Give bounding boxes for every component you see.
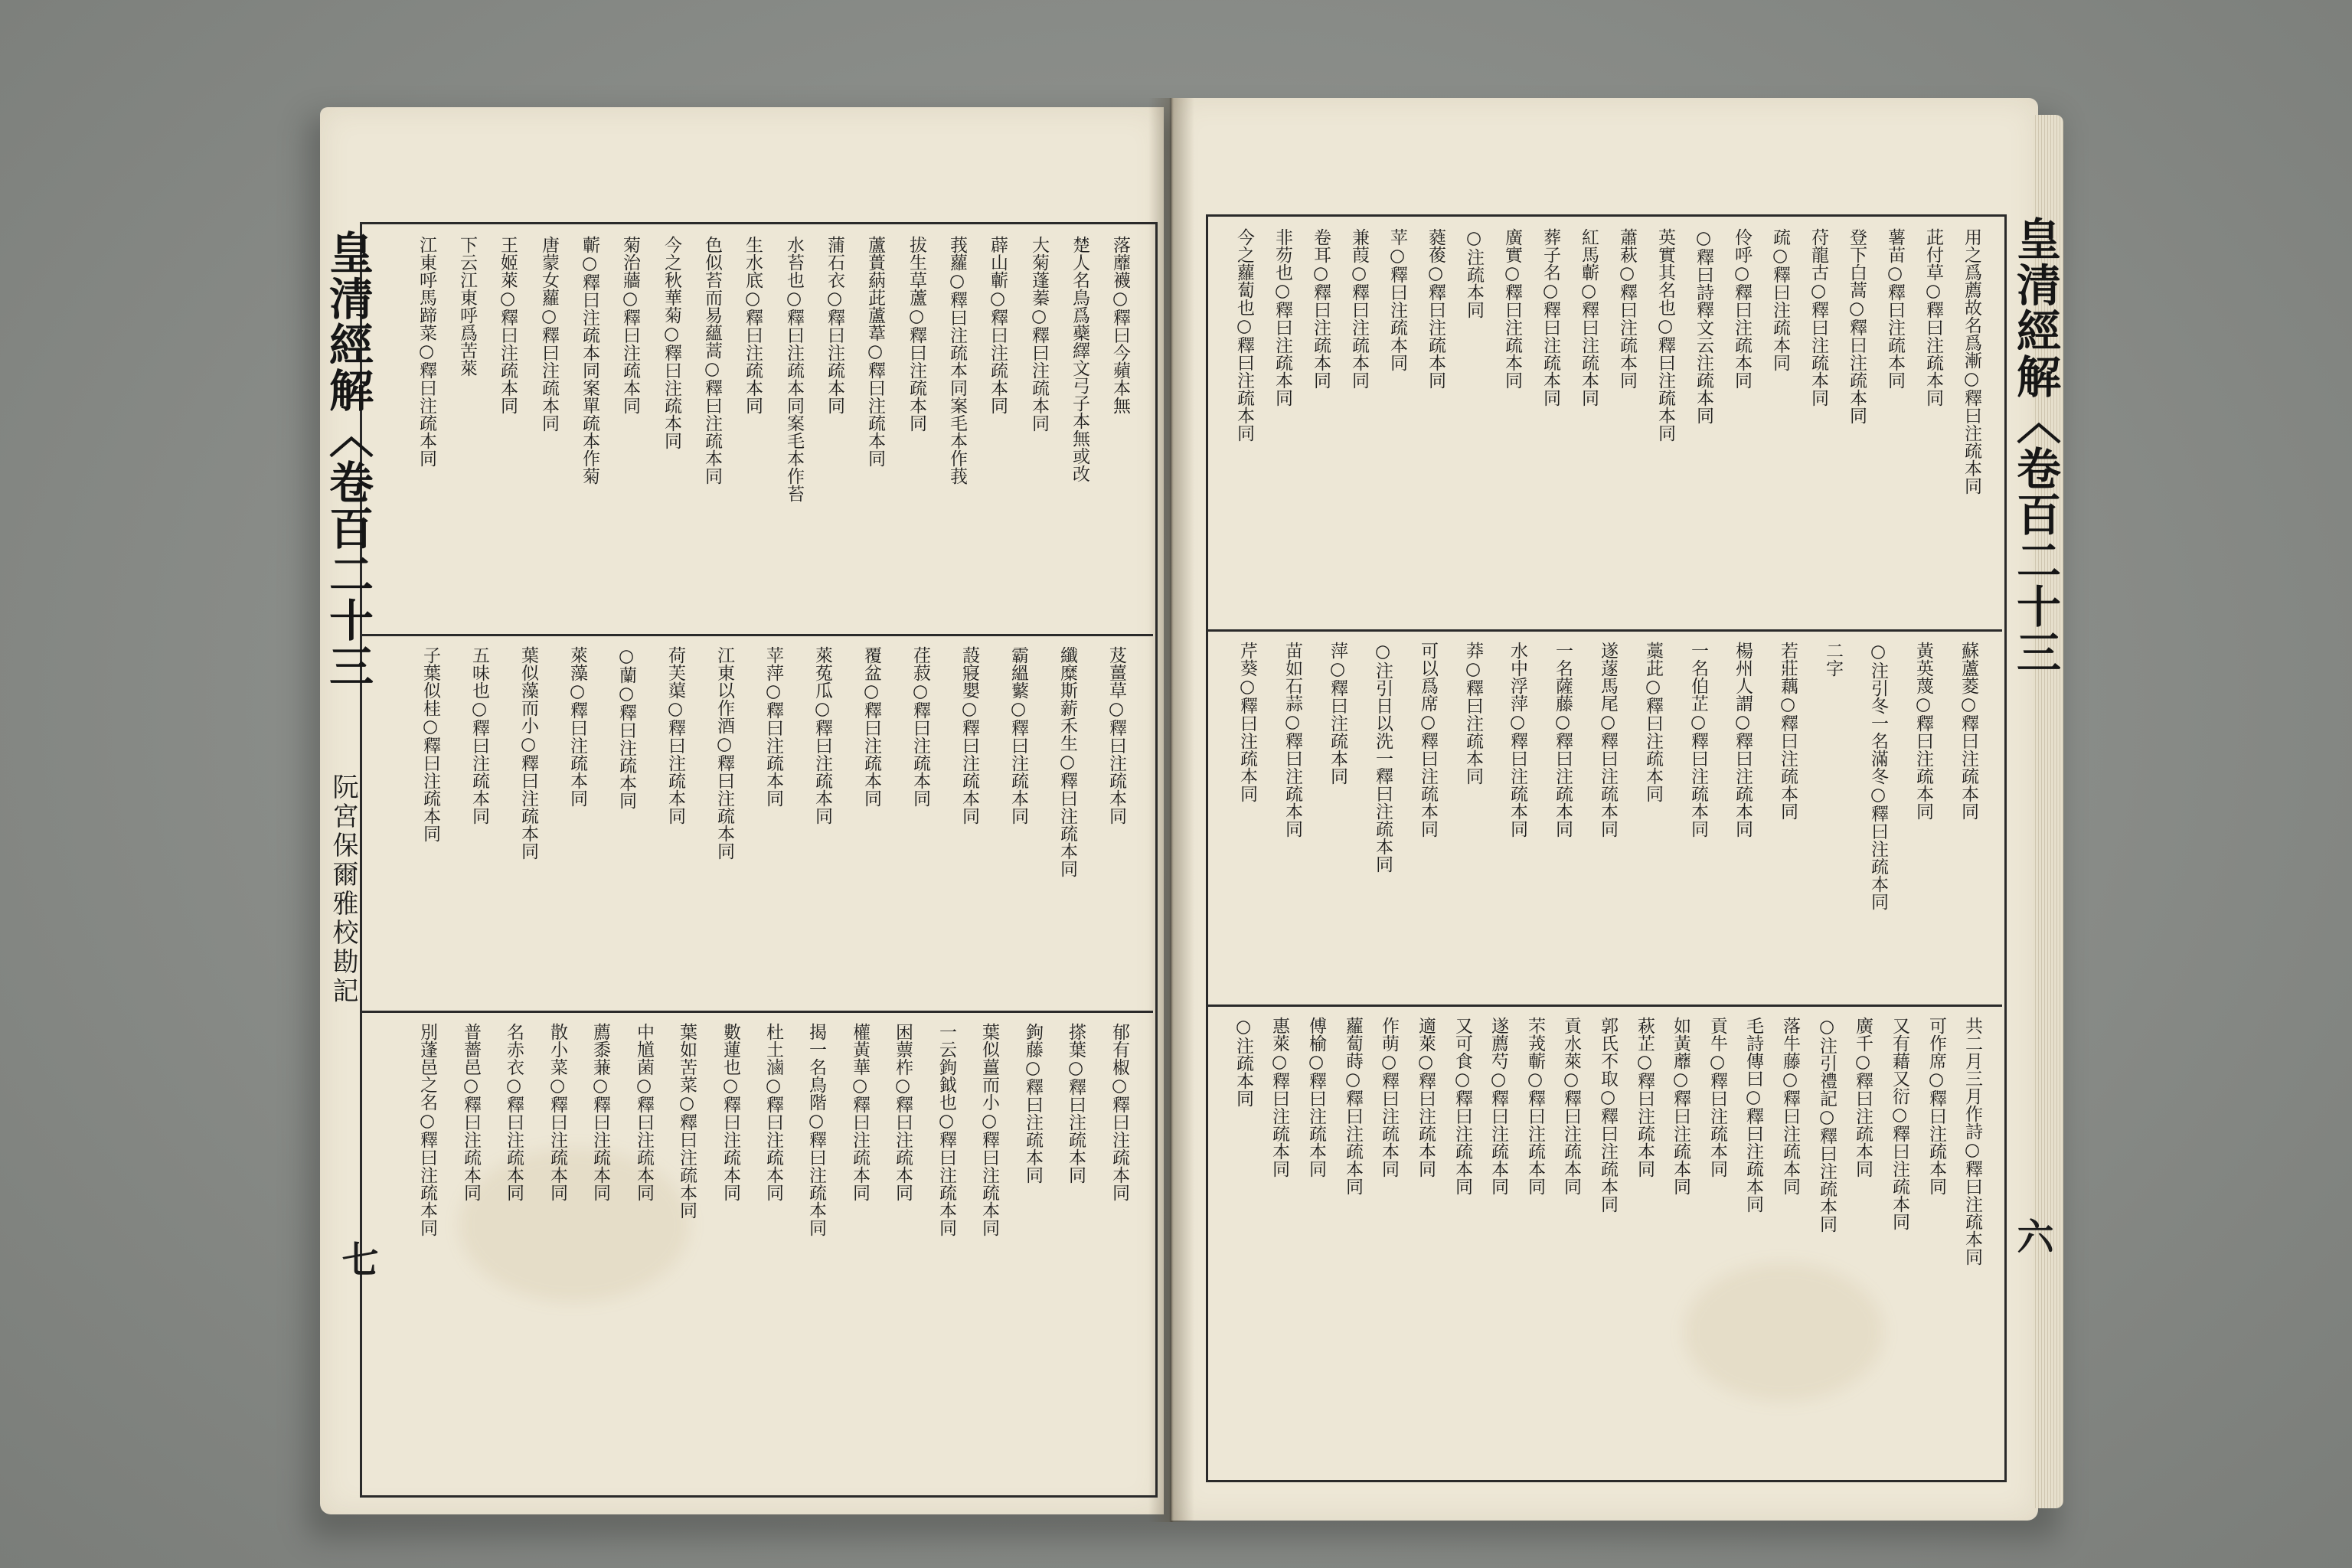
- text-column: 蕭萩○釋曰注疏本同: [1617, 228, 1637, 389]
- text-column: 萊菟瓜○釋曰注疏本同: [812, 646, 832, 825]
- text-column: ○注疏本同: [1464, 228, 1484, 318]
- right-register-divider-1: [1206, 629, 2002, 632]
- text-column: 黃英蔑○釋曰注疏本同: [1913, 642, 1933, 820]
- text-column: 作萌○釋曰注疏本同: [1379, 1017, 1399, 1178]
- text-column: 蔎寢嬰○釋曰注疏本同: [959, 646, 979, 825]
- right-register-divider-2: [1206, 1004, 2002, 1007]
- text-column: 卷耳○釋曰注疏本同: [1311, 228, 1331, 389]
- text-column: 可作席○釋曰注疏本同: [1926, 1017, 1946, 1195]
- text-column: ○注引冬一名滿冬○釋曰注疏本同: [1868, 642, 1888, 910]
- text-column: 唐蒙女蘿○釋曰注疏本同: [539, 236, 559, 432]
- text-column: ○注引禮記○釋曰注疏本同: [1817, 1017, 1837, 1233]
- text-column: 薦黍蒹○釋曰注疏本同: [590, 1023, 610, 1201]
- text-column: 共二月三月作詩○釋曰注疏本同: [1962, 1017, 1982, 1266]
- text-column: 適萊○釋曰注疏本同: [1416, 1017, 1436, 1178]
- text-column: 今之蘿蔔也○釋曰注疏本同: [1234, 228, 1254, 442]
- text-column: 下云江東呼爲苦萊: [457, 236, 477, 377]
- text-column: 蘆蕢蒳茈蘆葦○釋曰注疏本同: [865, 236, 885, 467]
- text-column: 荏菽○釋曰注疏本同: [910, 646, 930, 807]
- text-column: 葉如苦菜○釋曰注疏本同: [677, 1023, 697, 1219]
- text-column: 如黃蘼○釋曰注疏本同: [1671, 1017, 1690, 1195]
- text-column: 葉似藻而小○釋曰注疏本同: [518, 646, 538, 860]
- text-column: ○注引日以洗一釋曰注疏本同: [1373, 642, 1393, 873]
- text-column: 江東以作酒○釋曰注疏本同: [714, 646, 734, 860]
- right-column-head: 皇清經解〈卷百二十三: [2009, 216, 2061, 675]
- text-column: 揭一名鳥階○釋曰注疏本同: [806, 1023, 826, 1236]
- text-column: 蕤葰○釋曰注疏本同: [1426, 228, 1446, 389]
- text-column: 萩芷○釋曰注疏本同: [1635, 1017, 1655, 1178]
- text-column: 五味也○釋曰注疏本同: [469, 646, 489, 825]
- text-column: 英實其名也○釋曰注疏本同: [1655, 228, 1675, 442]
- text-column: 中馗菌○釋曰注疏本同: [634, 1023, 654, 1201]
- text-column: 蒲石衣○釋曰注疏本同: [825, 236, 844, 414]
- text-column: 若莊藕○釋曰注疏本同: [1778, 642, 1798, 820]
- text-column: 用之爲薦故名爲漸○釋曰注疏本同: [1962, 228, 1981, 495]
- right-folio-number: 六: [2011, 1217, 2053, 1254]
- text-column: 楚人名鳥爲蘗繹文弓子本無或改: [1070, 236, 1089, 482]
- text-column: 霸縕蘩○釋曰注疏本同: [1008, 646, 1028, 825]
- text-column: 廣實○釋曰注疏本同: [1502, 228, 1522, 389]
- text-column: 一名薩藤○釋曰注疏本同: [1553, 642, 1573, 838]
- text-column: 生水底○釋曰注疏本同: [743, 236, 763, 414]
- text-column: 楊州人謂○釋曰注疏本同: [1733, 642, 1753, 838]
- text-column: 二字: [1823, 642, 1843, 677]
- text-column: 莪蘿○釋曰注疏本同案毛本作莪: [947, 236, 967, 485]
- text-column: 名赤衣○釋曰注疏本同: [504, 1023, 524, 1201]
- text-column: ○蘭○釋曰注疏本同: [616, 646, 636, 809]
- text-column: 薯苗○釋曰注疏本同: [1885, 228, 1905, 389]
- text-column: 苹○釋曰注疏本同: [1387, 228, 1407, 371]
- text-column: 登下白蒿○釋曰注疏本同: [1847, 228, 1867, 424]
- text-column: 薜山蘄○釋曰注疏本同: [988, 236, 1008, 414]
- text-column: 困蔈柞○釋曰注疏本同: [893, 1023, 913, 1201]
- colophon: 阮宮保爾雅校勘記: [328, 773, 358, 1006]
- text-column: 荷芙蕖○釋曰注疏本同: [665, 646, 685, 825]
- text-column: 水中浮萍○釋曰注疏本同: [1508, 642, 1527, 838]
- left-register-divider-1: [360, 634, 1153, 636]
- text-column: 又可食○釋曰注疏本同: [1452, 1017, 1472, 1195]
- left-folio-number: 七: [335, 1240, 378, 1277]
- text-column: 纖糜斯薪禾生○釋曰注疏本同: [1057, 646, 1077, 877]
- text-column: 惠萊○釋曰注疏本同: [1269, 1017, 1289, 1178]
- text-column: 蘿蔔蒔○釋曰注疏本同: [1343, 1017, 1363, 1195]
- text-column: 非芴也○釋曰注疏本同: [1272, 228, 1292, 407]
- text-column: 萍○釋曰注疏本同: [1328, 642, 1348, 785]
- text-column: 葉似薑而小○釋曰注疏本同: [979, 1023, 999, 1236]
- text-column: 水苔也○釋曰注疏本同案毛本作苔: [784, 236, 804, 502]
- text-column: 搽葉○釋曰注疏本同: [1066, 1023, 1086, 1184]
- text-column: 落蘼襪○釋曰今蘋本無: [1110, 236, 1130, 414]
- text-column: 郁有椒○釋曰注疏本同: [1109, 1023, 1129, 1201]
- text-column: 鉤藤○釋曰注疏本同: [1023, 1023, 1043, 1184]
- text-column: 色似苔而易蘊蒿○釋曰注疏本同: [702, 236, 722, 485]
- text-column: 散小菜○釋曰注疏本同: [547, 1023, 567, 1201]
- text-column: 今之秋華菊○釋曰注疏本同: [662, 236, 681, 449]
- text-column: 蘄○釋曰注疏本同案單疏本作菊: [580, 236, 599, 485]
- text-column: 萊藻○釋曰注疏本同: [567, 646, 587, 807]
- text-column: 貢牛○釋曰注疏本同: [1707, 1017, 1727, 1178]
- text-column: 傅榆○釋曰注疏本同: [1306, 1017, 1326, 1178]
- text-column: 權黃華○釋曰注疏本同: [850, 1023, 870, 1201]
- text-column: 落牛藤○釋曰注疏本同: [1780, 1017, 1800, 1195]
- text-column: 茈付草○釋曰注疏本同: [1923, 228, 1943, 407]
- text-column: 兼葭○釋曰注疏本同: [1349, 228, 1369, 389]
- text-column: 紅馬蘄○釋曰注疏本同: [1579, 228, 1599, 407]
- text-column: 子葉似桂○釋曰注疏本同: [420, 646, 440, 842]
- text-column: 又有藉又衍○釋曰注疏本同: [1890, 1017, 1909, 1230]
- text-column: ○注疏本同: [1233, 1017, 1253, 1107]
- text-column: ○釋曰詩釋文云注疏本同: [1694, 228, 1713, 424]
- text-column: 可以爲席○釋曰注疏本同: [1418, 642, 1438, 838]
- left-column-head: 皇清經解〈卷百二十三: [322, 230, 374, 689]
- text-column: 葬子名○釋曰注疏本同: [1540, 228, 1560, 407]
- text-column: 貢水萊○釋曰注疏本同: [1561, 1017, 1581, 1195]
- text-column: 一云鉤鉞也○釋曰注疏本同: [936, 1023, 956, 1236]
- text-column: 拔生草蘆○釋曰注疏本同: [906, 236, 926, 432]
- text-column: 遂蓫馬尾○釋曰注疏本同: [1598, 642, 1618, 838]
- text-column: 芨薑草○釋曰注疏本同: [1106, 646, 1126, 825]
- text-column: 江東呼馬蹄菜○釋曰注疏本同: [416, 236, 436, 467]
- text-column: 杜土滷○釋曰注疏本同: [763, 1023, 783, 1201]
- text-column: 苗如石蒜○釋曰注疏本同: [1282, 642, 1302, 838]
- text-column: 數蓮也○釋曰注疏本同: [720, 1023, 740, 1201]
- text-column: 莽○釋曰注疏本同: [1463, 642, 1483, 785]
- text-column: 王姬萊○釋曰注疏本同: [498, 236, 518, 414]
- text-column: 遂薦芍○釋曰注疏本同: [1488, 1017, 1508, 1195]
- text-column: 苻龍古○釋曰注疏本同: [1808, 228, 1828, 407]
- text-column: 別蓬邑之名○釋曰注疏本同: [417, 1023, 437, 1236]
- text-column: 覆盆○釋曰注疏本同: [861, 646, 881, 807]
- text-column: 芣茙蘄○釋曰注疏本同: [1525, 1017, 1545, 1195]
- text-column: 蘇蘆菱○釋曰注疏本同: [1958, 642, 1978, 820]
- text-column: 疏○釋曰注疏本同: [1770, 228, 1790, 371]
- text-column: 廣千○釋曰注疏本同: [1853, 1017, 1873, 1178]
- text-column: 藁茈○釋曰注疏本同: [1643, 642, 1663, 802]
- text-column: 郭氏不取○釋曰注疏本同: [1598, 1017, 1618, 1213]
- text-column: 一名伯芷○釋曰注疏本同: [1688, 642, 1708, 838]
- text-column: 伶呼○釋曰注疏本同: [1732, 228, 1752, 389]
- text-column: 普薔邑○釋曰注疏本同: [461, 1023, 481, 1201]
- text-column: 苹萍○釋曰注疏本同: [763, 646, 783, 807]
- left-register-divider-2: [360, 1011, 1153, 1013]
- text-column: 菊治蘠○釋曰注疏本同: [620, 236, 640, 414]
- text-column: 大菊蓬蓁○釋曰注疏本同: [1029, 236, 1049, 432]
- text-column: 芹葵○釋曰注疏本同: [1237, 642, 1257, 802]
- text-column: 毛詩傳曰○釋曰注疏本同: [1743, 1017, 1763, 1213]
